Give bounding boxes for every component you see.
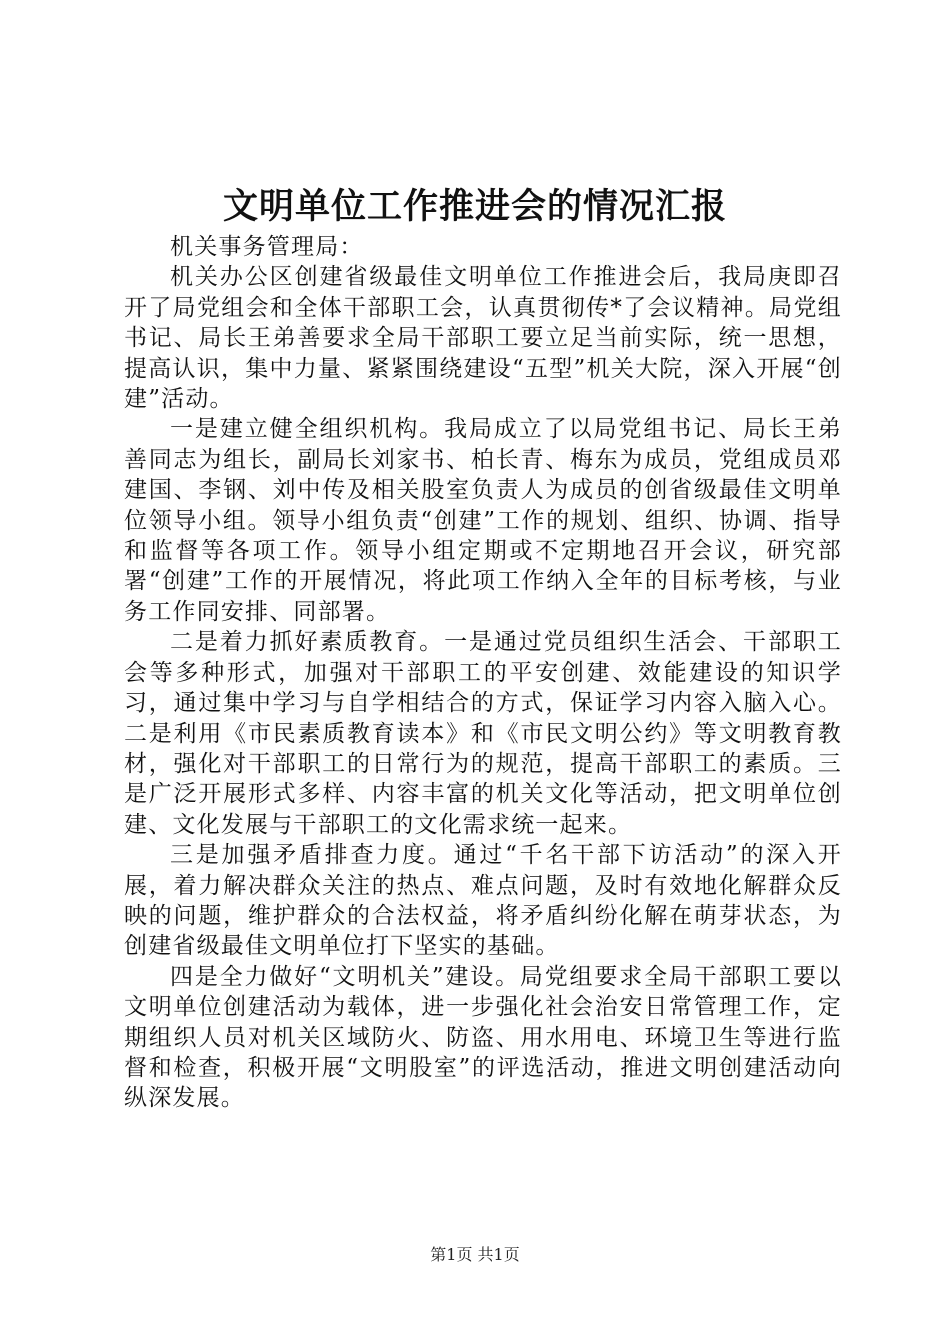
document-title: 文明单位工作推进会的情况汇报 [222,186,727,227]
paragraph-civilized-office: 四是全力做好“文明机关”建设。局党组要求全局干部职工要以文明单位创建活动为载体，进一步强化社会治安日常管理工作，定期组织人员对机关区域防火、防盗、用水用电、环境卫生等进行监督和检查，积极开展“文明股室”的评选活动，推进文明创建活动向纵深发展。 [124,963,842,1112]
page-footer: 第1页 共1页 [430,1245,520,1264]
paragraph-education: 二是着力抓好素质教育。一是通过党员组织生活会、干部职工会等多种形式，加强对干部职工的平安创建、效能建设的知识学习，通过集中学习与自学相结合的方式，保证学习内容入脑入心。二是利用《市民素质教育读本》和《市民文明公约》等文明教育教材，强化对干部职工的日常行为的规范，提高干部职工的素质。三是广泛开展形式多样、内容丰富的机关文化等活动，把文明单位创建、文化发展与干部职工的文化需求统一起来。 [124,629,842,838]
paragraph-intro: 机关办公区创建省级最佳文明单位工作推进会后，我局庚即召开了局党组会和全体干部职工会，认真贯彻传*了会议精神。局党组书记、局长王弟善要求全局干部职工要立足当前实际，统一思想，提高认识，集中力量、紧紧围绕建设“五型”机关大院，深入开展“创建”活动。 [124,264,842,413]
salutation: 机关事务管理局： [170,234,364,260]
paragraph-conflict: 三是加强矛盾排查力度。通过“千名干部下访活动”的深入开展，着力解决群众关注的热点、难点问题，及时有效地化解群众反映的问题，维护群众的合法权益，将矛盾纠纷化解在萌芽状态，为创建省级最佳文明单位打下坚实的基础。 [124,842,842,960]
paragraph-organization: 一是建立健全组织机构。我局成立了以局党组书记、局长王弟善同志为组长，副局长刘家书、柏长青、梅东为成员，党组成员邓建国、李钢、刘中传及相关股室负责人为成员的创省级最佳文明单位领导小组。领导小组负责“创建”工作的规划、组织、协调、指导和监督等各项工作。领导小组定期或不定期地召开会议，研究部署“创建”工作的开展情况，将此项工作纳入全年的目标考核，与业务工作同安排、同部署。 [124,416,842,625]
document-body [124,232,842,1114]
